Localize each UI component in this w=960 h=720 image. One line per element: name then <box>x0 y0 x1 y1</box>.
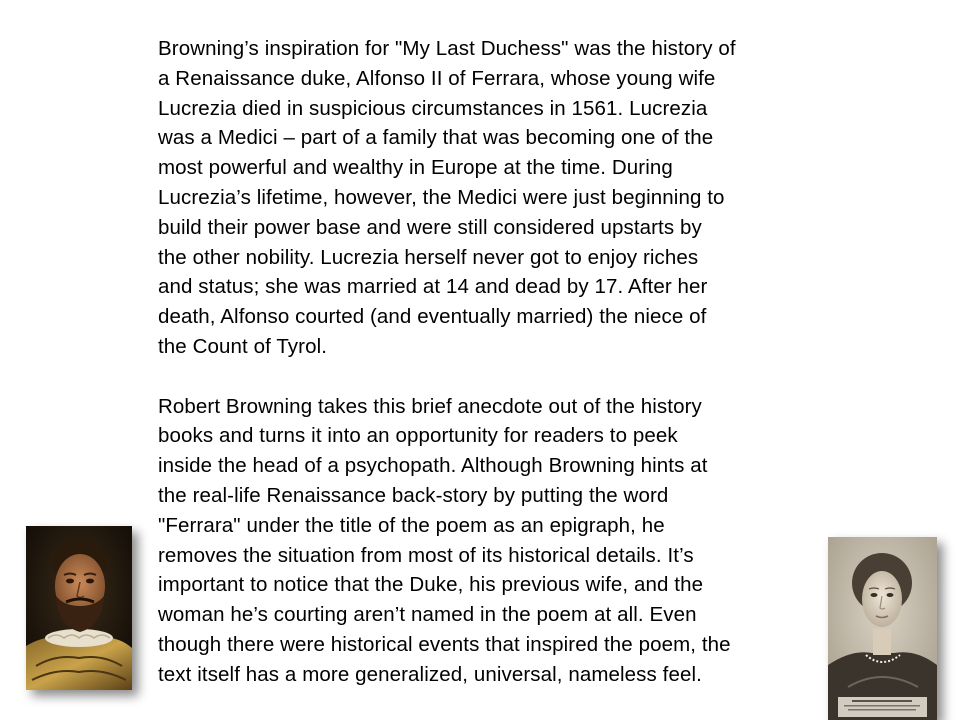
paragraph-2 <box>158 392 838 690</box>
text-line: death, Alfonso courted (and eventually married) the niece of <box>158 305 707 329</box>
portrait-duchess-icon <box>828 537 937 720</box>
text-line: Robert Browning takes this brief anecdote out of the history <box>158 394 702 418</box>
text-line: was a Medici – part of a family that was becoming one of the <box>158 126 714 150</box>
paragraph-gap <box>158 362 838 392</box>
text-line: "Ferrara" under the title of the poem as an epigraph, he <box>158 513 665 537</box>
text-line: woman he’s courting aren’t named in the poem at all. Even <box>158 603 697 627</box>
text-line: though there were historical events that inspired the poem, the <box>158 632 731 656</box>
text-line: the real-life Renaissance back-story by putting the word <box>158 483 669 507</box>
text-line: a Renaissance duke, Alfonso II of Ferrara, whose young wife <box>158 66 716 90</box>
text-line: build their power base and were still considered upstarts by <box>158 215 702 239</box>
body-text <box>158 34 838 690</box>
text-line: Browning’s inspiration for "My Last Duchess" was the history of <box>158 37 736 60</box>
text-line: important to notice that the Duke, his previous wife, and the <box>158 573 704 597</box>
text-line: and status; she was married at 14 and dead by 17. After her <box>158 275 708 299</box>
portrait-duke-icon <box>26 526 132 690</box>
text-line: removes the situation from most of its historical details. It’s <box>158 543 694 567</box>
text-line: most powerful and wealthy in Europe at the time. During <box>158 156 673 180</box>
text-line: inside the head of a psychopath. Although Browning hints at <box>158 454 708 478</box>
text-line: text itself has a more generalized, universal, nameless feel. <box>158 662 702 686</box>
text-line: Lucrezia died in suspicious circumstances in 1561. Lucrezia <box>158 96 708 120</box>
text-line: the other nobility. Lucrezia herself never got to enjoy riches <box>158 245 699 269</box>
text-line: books and turns it into an opportunity for readers to peek <box>158 424 678 448</box>
paragraph-1 <box>158 34 838 362</box>
text-line: Lucrezia’s lifetime, however, the Medici were just beginning to <box>158 185 725 209</box>
text-line: the Count of Tyrol. <box>158 334 328 358</box>
